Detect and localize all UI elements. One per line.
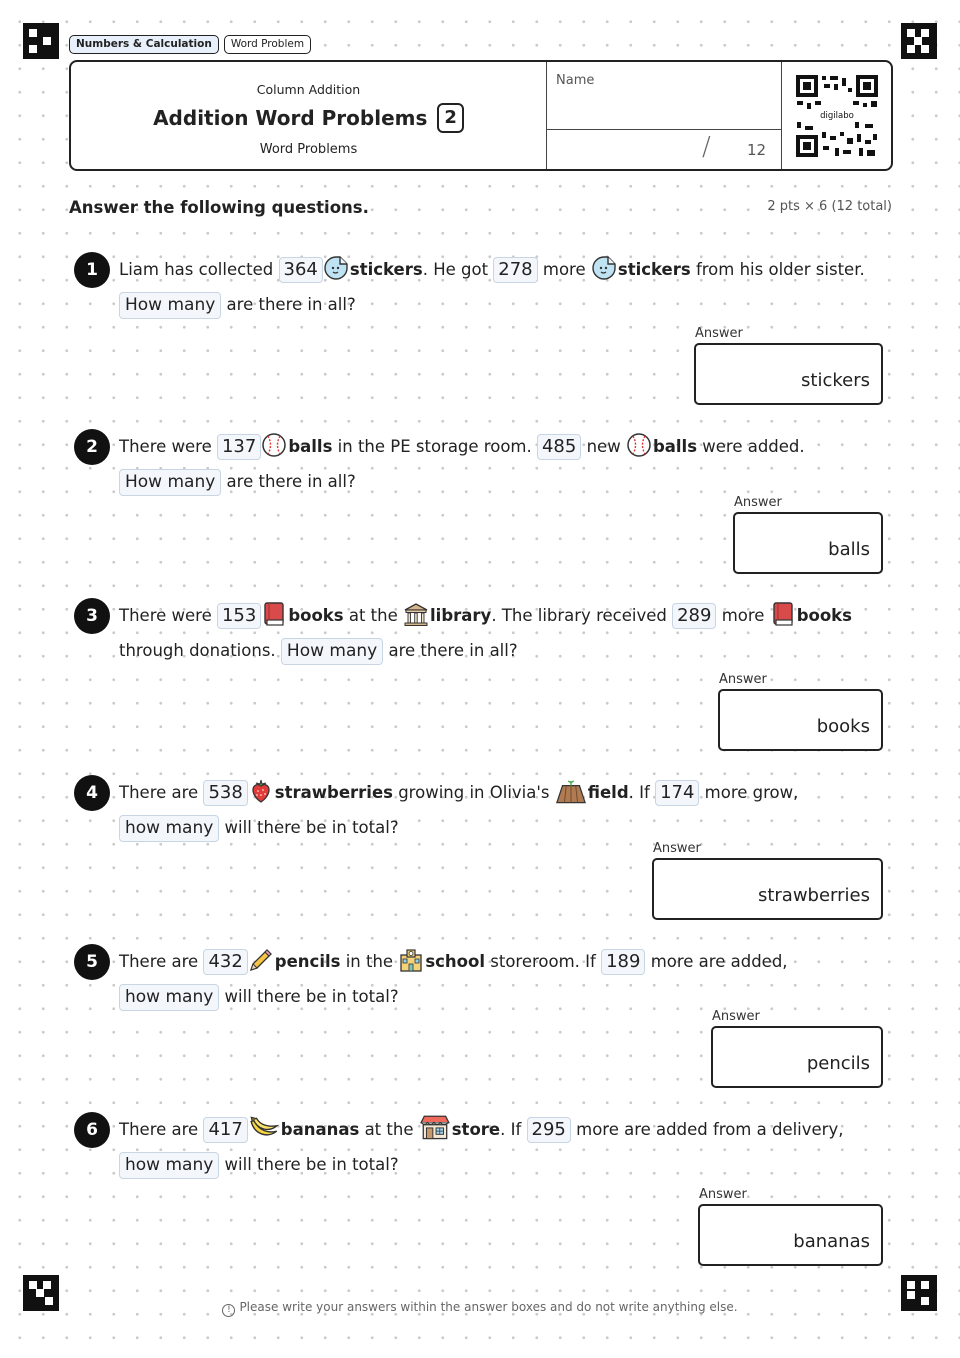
baseball-icon bbox=[626, 432, 652, 458]
answer-box-1[interactable] bbox=[694, 343, 883, 405]
points-info: 2 pts × 6 (12 total) bbox=[767, 199, 892, 214]
answer-unit: books bbox=[816, 716, 870, 737]
title-block bbox=[71, 62, 547, 169]
answer-unit: stickers bbox=[801, 370, 870, 391]
question-number: 1 bbox=[74, 252, 110, 288]
object-noun: stickers bbox=[617, 260, 691, 279]
question-text-segment: storeroom. If bbox=[485, 952, 602, 971]
qr-label: digilabo bbox=[820, 111, 854, 121]
corner-marker-top-left bbox=[23, 23, 59, 59]
question-number: 2 bbox=[74, 429, 110, 465]
question-text-segment: . The library received bbox=[491, 606, 673, 625]
number-highlight: 295 bbox=[527, 1117, 571, 1143]
name-field[interactable] bbox=[547, 62, 782, 130]
footer-text: Please write your answers within the answer boxes and do not write anything else. bbox=[239, 1300, 738, 1314]
question-text-segment: . If bbox=[500, 1120, 527, 1139]
store-icon bbox=[419, 1113, 451, 1139]
score-slash: / bbox=[702, 132, 711, 162]
banana-icon bbox=[248, 1113, 280, 1139]
question-text-segment: will there be in total? bbox=[219, 987, 399, 1006]
question-text-segment: more bbox=[537, 260, 591, 279]
answer-unit: pencils bbox=[806, 1053, 870, 1074]
number-highlight: 137 bbox=[217, 434, 261, 460]
question-text-segment: were added. bbox=[697, 437, 810, 456]
question-text bbox=[119, 598, 889, 668]
number-highlight: 189 bbox=[601, 949, 645, 975]
number-highlight: 485 bbox=[537, 434, 581, 460]
question-text-segment: Liam has collected bbox=[119, 260, 279, 279]
question-text-segment: more grow, bbox=[699, 783, 804, 802]
question-text-segment: are there in all? bbox=[221, 472, 356, 491]
object-noun: stickers bbox=[349, 260, 423, 279]
how-many-highlight: how many bbox=[119, 815, 219, 842]
question-text-segment: at the bbox=[359, 1120, 419, 1139]
object-noun: field bbox=[587, 783, 629, 802]
question-text-segment: . If bbox=[628, 783, 656, 802]
answer-label: Answer bbox=[712, 1009, 760, 1024]
name-label: Name bbox=[556, 73, 595, 88]
object-noun: library bbox=[430, 606, 492, 625]
baseball-icon bbox=[261, 432, 287, 458]
question-text bbox=[119, 775, 889, 845]
question-text-segment: There are bbox=[119, 1120, 204, 1139]
object-noun: pencils bbox=[274, 952, 341, 971]
object-noun: strawberries bbox=[274, 783, 393, 802]
school-icon bbox=[398, 947, 424, 973]
question-text-segment: are there in all? bbox=[221, 295, 356, 314]
worksheet-subtitle: Column Addition bbox=[256, 82, 361, 97]
question-text-segment: growing in Olivia's bbox=[392, 783, 555, 802]
question-text-segment: in the bbox=[340, 952, 399, 971]
answer-unit: balls bbox=[828, 539, 870, 560]
answer-label: Answer bbox=[699, 1187, 747, 1202]
question-text-segment: more are added, bbox=[645, 952, 793, 971]
answer-unit: strawberries bbox=[757, 885, 870, 906]
answer-box-3[interactable] bbox=[718, 689, 883, 751]
question-number: 4 bbox=[74, 775, 110, 811]
answer-box-4[interactable] bbox=[652, 858, 883, 920]
sticker-icon bbox=[591, 255, 617, 281]
answer-box-6[interactable] bbox=[698, 1204, 883, 1266]
number-highlight: 417 bbox=[203, 1117, 247, 1143]
answer-box-2[interactable] bbox=[733, 512, 883, 574]
book-icon bbox=[770, 601, 796, 627]
question-text-segment: at the bbox=[343, 606, 404, 625]
object-noun: books bbox=[288, 606, 344, 625]
question-text-segment: There were bbox=[119, 437, 217, 456]
question-text bbox=[119, 429, 889, 499]
number-highlight: 278 bbox=[493, 257, 537, 283]
score-field[interactable] bbox=[547, 130, 782, 169]
score-total: 12 bbox=[747, 141, 767, 159]
question-text-segment: There are bbox=[119, 952, 204, 971]
question-text-segment: more bbox=[716, 606, 770, 625]
question-text bbox=[119, 944, 889, 1014]
corner-marker-top-right bbox=[901, 23, 937, 59]
instructions: Answer the following questions. bbox=[69, 198, 369, 217]
number-highlight: 432 bbox=[203, 949, 247, 975]
worksheet-category: Word Problems bbox=[259, 142, 358, 157]
how-many-highlight: how many bbox=[119, 984, 219, 1011]
number-highlight: 538 bbox=[203, 780, 247, 806]
strawberry-icon bbox=[248, 778, 274, 804]
question-text-segment: will there be in total? bbox=[219, 818, 399, 837]
question-text-segment: from his older sister. bbox=[690, 260, 870, 279]
worksheet-number: 2 bbox=[437, 103, 464, 133]
question-text-segment: There were bbox=[119, 606, 217, 625]
answer-label: Answer bbox=[719, 672, 767, 687]
answer-unit: bananas bbox=[793, 1231, 870, 1252]
answer-box-5[interactable] bbox=[711, 1026, 883, 1088]
answer-label: Answer bbox=[653, 841, 701, 856]
sticker-icon bbox=[323, 255, 349, 281]
object-noun: bananas bbox=[280, 1120, 360, 1139]
how-many-highlight: How many bbox=[281, 638, 383, 665]
question-text bbox=[119, 252, 889, 322]
object-noun: balls bbox=[652, 437, 698, 456]
question-text-segment: are there in all? bbox=[383, 641, 518, 660]
number-highlight: 174 bbox=[655, 780, 699, 806]
object-noun: store bbox=[451, 1120, 501, 1139]
how-many-highlight: How many bbox=[119, 292, 221, 319]
question-number: 3 bbox=[74, 598, 110, 634]
book-icon bbox=[261, 601, 287, 627]
tag-list bbox=[69, 35, 311, 54]
object-noun: balls bbox=[288, 437, 333, 456]
question-text-segment: more are added from a delivery, bbox=[570, 1120, 849, 1139]
info-icon: ! bbox=[222, 1304, 235, 1317]
footer-note bbox=[0, 1300, 960, 1317]
worksheet-title-text: Addition Word Problems bbox=[153, 106, 428, 130]
question-text-segment: will there be in total? bbox=[219, 1155, 399, 1174]
field-icon bbox=[555, 780, 587, 806]
question-text bbox=[119, 1112, 889, 1182]
number-highlight: 364 bbox=[279, 257, 323, 283]
question-text-segment: in the PE storage room. bbox=[332, 437, 537, 456]
pencil-icon bbox=[248, 947, 274, 973]
number-highlight: 289 bbox=[672, 603, 716, 629]
worksheet-header bbox=[69, 60, 893, 171]
tag-numbers-calculation: Numbers & Calculation bbox=[69, 35, 219, 54]
how-many-highlight: how many bbox=[119, 1152, 219, 1179]
answer-label: Answer bbox=[695, 326, 743, 341]
question-text-segment: . He got bbox=[422, 260, 494, 279]
question-number: 6 bbox=[74, 1112, 110, 1148]
question-text-segment: through donations. bbox=[119, 606, 858, 660]
number-highlight: 153 bbox=[217, 603, 261, 629]
object-noun: books bbox=[796, 606, 852, 625]
question-text-segment: new bbox=[581, 437, 626, 456]
tag-word-problem: Word Problem bbox=[224, 35, 311, 54]
question-number: 5 bbox=[74, 944, 110, 980]
worksheet-title bbox=[71, 103, 546, 133]
question-text-segment: There are bbox=[119, 783, 204, 802]
library-icon bbox=[403, 601, 429, 627]
how-many-highlight: How many bbox=[119, 469, 221, 496]
qr-code-icon bbox=[795, 74, 879, 158]
answer-label: Answer bbox=[734, 495, 782, 510]
object-noun: school bbox=[425, 952, 486, 971]
